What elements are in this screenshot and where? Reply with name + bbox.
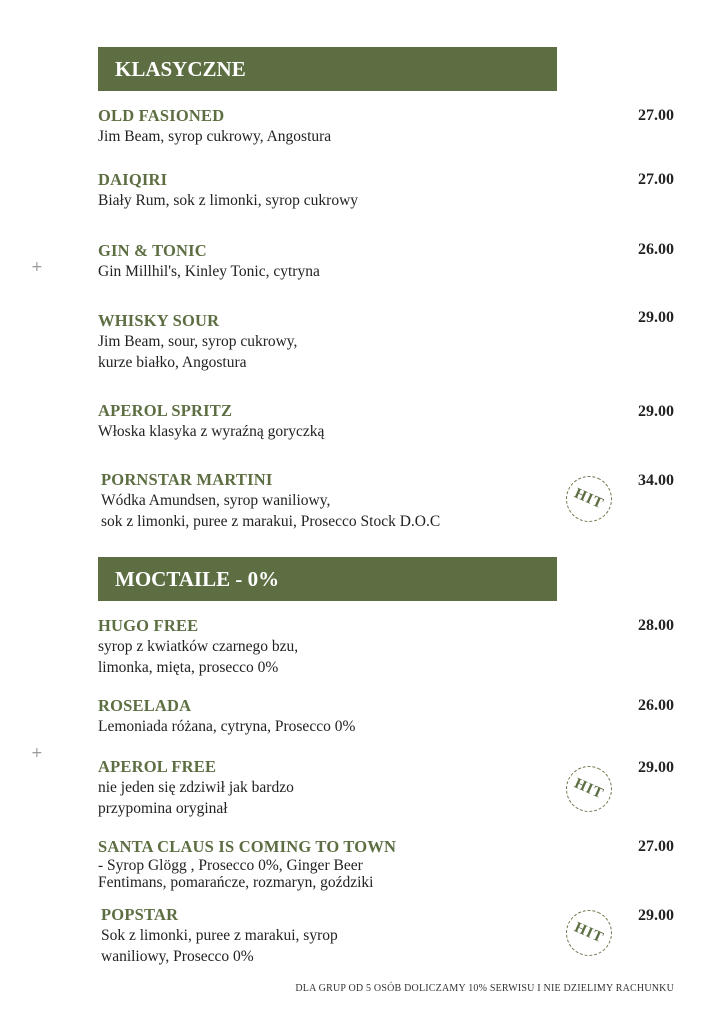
- item-name: GIN & TONIC: [98, 241, 207, 260]
- section-header-klasyczne: KLASYCZNE: [98, 47, 557, 91]
- footer-note: DLA GRUP OD 5 OSÓB DOLICZAMY 10% SERWISU I NIE DZIELIMY RACHUNKU: [295, 983, 674, 994]
- menu-item: [98, 696, 538, 737]
- item-name: PORNSTAR MARTINI: [101, 470, 273, 489]
- item-price: 26.00: [638, 697, 674, 714]
- item-price: 29.00: [638, 759, 674, 776]
- item-desc: Gin Millhil's, Kinley Tonic, cytryna: [98, 263, 320, 280]
- item-price: 27.00: [638, 107, 674, 124]
- item-price: 28.00: [638, 617, 674, 634]
- menu-item: [98, 616, 538, 678]
- item-price: 29.00: [638, 907, 674, 924]
- item-name: APEROL SPRITZ: [98, 401, 233, 420]
- item-desc: sok z limonki, puree z marakui, Prosecco Stock D.O.C: [101, 513, 441, 530]
- menu-item: [98, 311, 538, 373]
- hit-badge: HIT: [559, 759, 620, 820]
- menu-item: [98, 106, 538, 147]
- item-price: 29.00: [638, 309, 674, 326]
- item-desc: Lemoniada różana, cytryna, Prosecco 0%: [98, 718, 356, 735]
- item-desc: nie jeden się zdziwił jak bardzo: [98, 779, 294, 796]
- item-name: SANTA CLAUS IS COMING TO TOWN: [98, 837, 397, 856]
- item-desc: syrop z kwiatków czarnego bzu,: [98, 638, 299, 655]
- item-price: 27.00: [638, 171, 674, 188]
- item-price: 34.00: [638, 472, 674, 489]
- item-desc: waniliowy, Prosecco 0%: [101, 948, 254, 965]
- menu-item: [98, 837, 538, 891]
- item-desc: Fentimans, pomarańcze, rozmaryn, goździki: [98, 874, 374, 891]
- item-name: HUGO FREE: [98, 616, 199, 635]
- menu-item: [101, 470, 541, 532]
- item-name: APEROL FREE: [98, 757, 217, 776]
- item-desc: kurze białko, Angostura: [98, 354, 247, 371]
- item-name: WHISKY SOUR: [98, 311, 220, 330]
- item-desc: Jim Beam, syrop cukrowy, Angostura: [98, 128, 332, 145]
- crosshair-mark-icon: +: [31, 745, 43, 761]
- item-name: POPSTAR: [101, 905, 179, 924]
- menu-item: [98, 170, 538, 211]
- item-desc: Jim Beam, sour, syrop cukrowy,: [98, 333, 298, 350]
- item-desc: - Syrop Glögg , Prosecco 0%, Ginger Beer: [98, 857, 363, 874]
- item-desc: przypomina oryginał: [98, 800, 228, 817]
- item-price: 29.00: [638, 403, 674, 420]
- hit-badge: HIT: [559, 903, 620, 964]
- menu-item: [98, 241, 538, 282]
- menu-item: [101, 905, 541, 967]
- item-price: 27.00: [638, 838, 674, 855]
- item-desc: Włoska klasyka z wyraźną goryczką: [98, 423, 325, 440]
- section-header-moctaile: MOCTAILE - 0%: [98, 557, 557, 601]
- item-desc: Biały Rum, sok z limonki, syrop cukrowy: [98, 192, 359, 209]
- item-price: 26.00: [638, 241, 674, 258]
- item-desc: Sok z limonki, puree z marakui, syrop: [101, 927, 338, 944]
- item-desc: limonka, mięta, prosecco 0%: [98, 659, 279, 676]
- item-name: DAIQIRI: [98, 170, 168, 189]
- menu-item: [98, 757, 538, 819]
- menu-item: [98, 401, 538, 442]
- hit-badge: HIT: [559, 469, 620, 530]
- item-desc: Wódka Amundsen, syrop waniliowy,: [101, 492, 331, 509]
- item-name: ROSELADA: [98, 696, 192, 715]
- item-name: OLD FASIONED: [98, 106, 225, 125]
- crosshair-mark-icon: +: [31, 259, 43, 275]
